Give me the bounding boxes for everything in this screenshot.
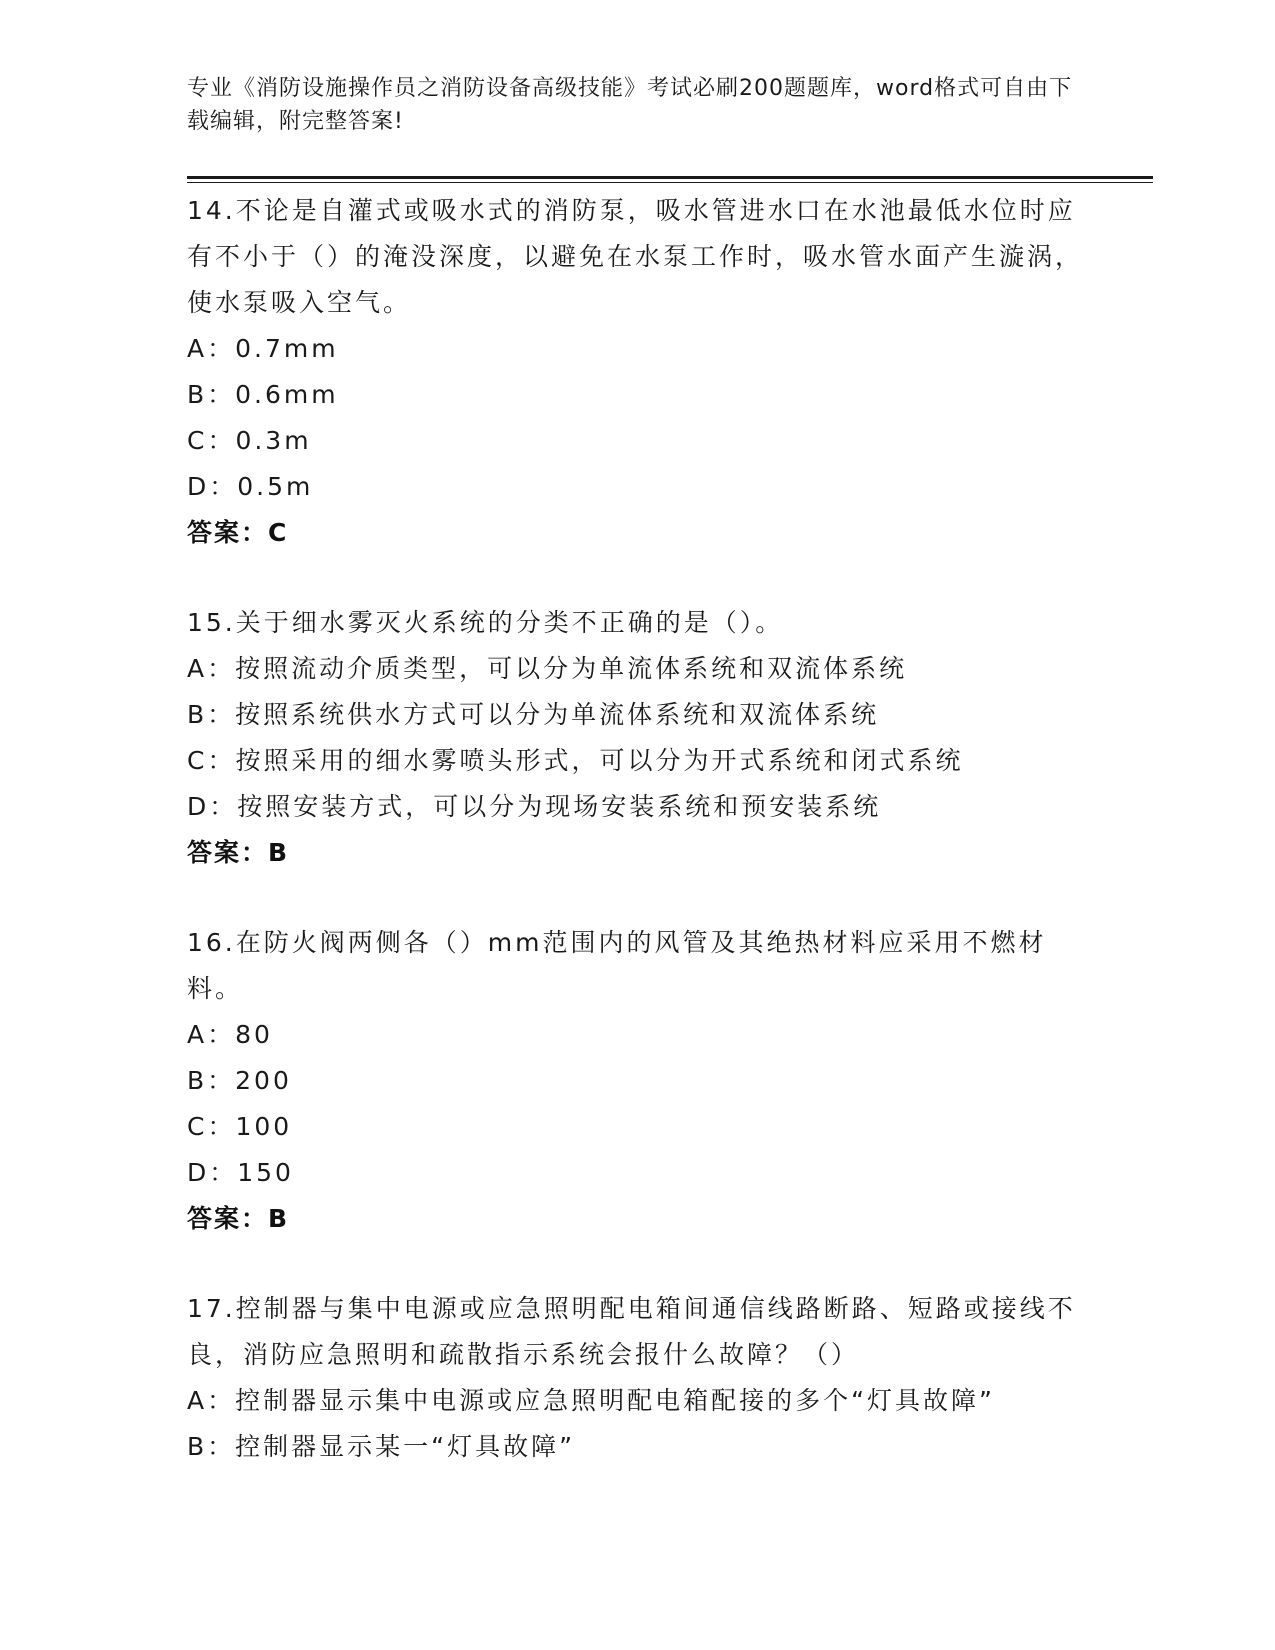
option-b: B：0.6mm bbox=[187, 380, 339, 409]
option-a: A：控制器显示集中电源或应急照明配电箱配接的多个“灯具故障” bbox=[187, 1386, 996, 1415]
question-list bbox=[187, 188, 1087, 1514]
question-stem: 16.在防火阀两侧各（）mm范围内的风管及其绝热材料应采用不燃材料。 bbox=[187, 928, 1047, 1003]
question-stem: 15.关于细水雾灭火系统的分类不正确的是（）。 bbox=[187, 608, 784, 637]
option-a: A：0.7mm bbox=[187, 334, 339, 363]
document-header: 专业《消防设施操作员之消防设备高级技能》考试必刷200题题库，word格式可自由下载编辑，附完整答案! bbox=[187, 76, 1073, 134]
answer-line: 答案：B bbox=[187, 1204, 290, 1233]
option-a: A：按照流动介质类型，可以分为单流体系统和双流体系统 bbox=[187, 654, 908, 683]
answer-line: 答案：B bbox=[187, 838, 290, 867]
option-d: D：150 bbox=[187, 1158, 294, 1187]
option-b: B：按照系统供水方式可以分为单流体系统和双流体系统 bbox=[187, 700, 880, 729]
option-d: D：按照安装方式，可以分为现场安装系统和预安装系统 bbox=[187, 792, 882, 821]
header-divider-thin bbox=[187, 182, 1153, 183]
question-15 bbox=[187, 600, 1087, 876]
option-d: D：0.5m bbox=[187, 472, 314, 501]
question-16 bbox=[187, 920, 1087, 1242]
header-divider-thick bbox=[187, 176, 1153, 179]
option-a: A：80 bbox=[187, 1020, 273, 1049]
option-b: B：控制器显示某一“灯具故障” bbox=[187, 1432, 576, 1461]
question-17 bbox=[187, 1286, 1087, 1470]
answer-line: 答案：C bbox=[187, 518, 289, 547]
option-b: B：200 bbox=[187, 1066, 292, 1095]
option-c: C：按照采用的细水雾喷头形式，可以分为开式系统和闭式系统 bbox=[187, 746, 964, 775]
question-stem: 14.不论是自灌式或吸水式的消防泵，吸水管进水口在水池最低水位时应有不小于（）的淹没深度，以避免在水泵工作时，吸水管水面产生漩涡，使水泵吸入空气。 bbox=[187, 196, 1084, 317]
option-c: C：100 bbox=[187, 1112, 293, 1141]
question-stem: 17.控制器与集中电源或应急照明配电箱间通信线路断路、短路或接线不良，消防应急照明和疏散指示系统会报什么故障？（） bbox=[187, 1294, 1076, 1369]
option-c: C：0.3m bbox=[187, 426, 312, 455]
question-14 bbox=[187, 188, 1087, 556]
